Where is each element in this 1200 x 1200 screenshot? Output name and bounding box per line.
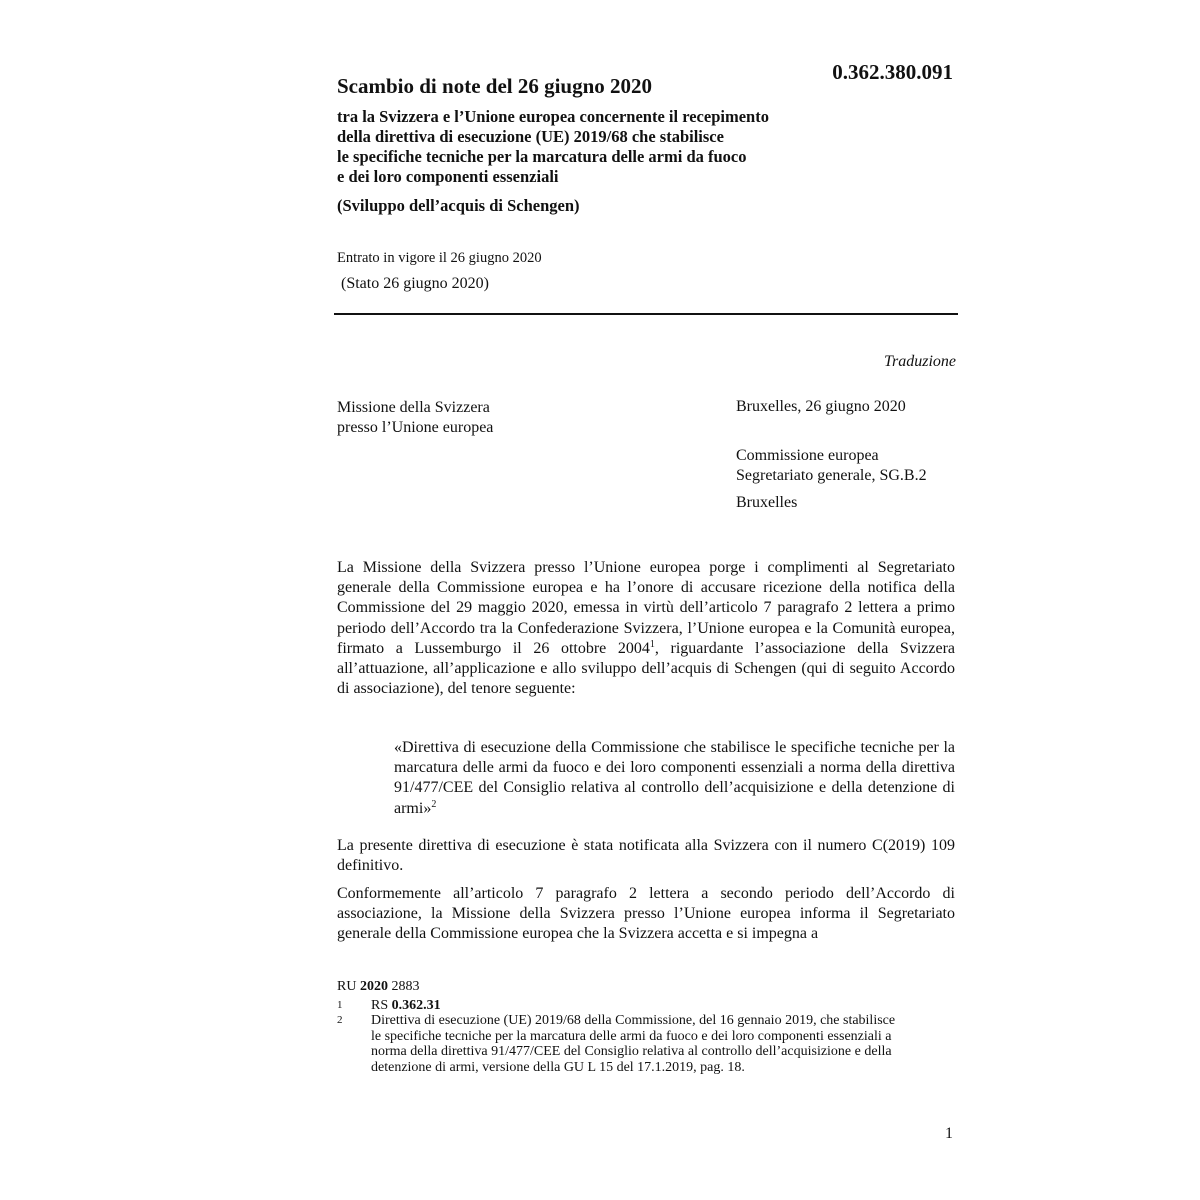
ru-page: 2883: [391, 979, 420, 994]
intro-text-part2: , riguardante l’associazione della Svizzera all’attuazione, all’applicazione e allo sviluppo dell’acquis di Schengen (qui di seguito Accordo di associazione), del tenore seguente:: [337, 639, 956, 698]
footnote-number: 2: [337, 1014, 343, 1026]
header-divider: [334, 313, 958, 315]
sender-address: [337, 398, 493, 438]
footnote-number: 1: [337, 999, 343, 1011]
document-title: Scambio di note del 26 giugno 2020: [337, 74, 653, 98]
translation-label: Traduzione: [883, 353, 956, 370]
subtitle-line: le specifiche tecniche per la marcatura delle armi da fuoco: [337, 147, 747, 166]
quoted-directive-text: «Direttiva di esecuzione della Commissione che stabilisce le specifiche tecniche per la marcatura delle armi da fuoco e dei loro componenti essenziali a norma della direttiva 91/477/CEE del Consiglio relativa al controllo dell’acquisizione e della detenzione di armi»: [394, 739, 955, 817]
recipient-address: [736, 446, 927, 486]
subtitle-line: e dei loro componenti essenziali: [337, 167, 559, 186]
status-date: (Stato 26 giugno 2020): [341, 275, 489, 292]
ru-year: 2020: [359, 979, 388, 994]
body-paragraph-intro: [337, 558, 955, 699]
footnote-ref-1[interactable]: 1: [649, 638, 655, 650]
body-paragraph-notification: La presente direttiva di esecuzione è stata notificata alla Svizzera con il numero C(2019) 109 definitivo.: [337, 837, 955, 875]
sender-line: presso l’Unione europea: [337, 419, 494, 436]
official-collection-ref: [337, 979, 419, 995]
page-number: 1: [945, 1125, 953, 1142]
subtitle-line: tra la Svizzera e l’Unione europea concernente il recepimento: [337, 107, 769, 126]
footnote-text: Direttiva di esecuzione (UE) 2019/68 della Commissione, del 16 gennaio 2019, che stabilisce le specifiche tecniche per la marcatura delle armi da fuoco e dei loro componenti essenziali a norma della direttiva 91/477/CEE del Consiglio relativa al controllo dell’acquisizione e della detenzione di armi, versione della GU L 15 del 17.1.2019, pag. 18.: [371, 1013, 896, 1075]
subtitle-line: della direttiva di esecuzione (UE) 2019/68 che stabilisce: [337, 127, 724, 146]
quoted-directive: [394, 738, 955, 819]
footnote-ref-2[interactable]: 2: [431, 798, 437, 810]
recipient-city: Bruxelles: [736, 494, 798, 511]
intro-text-part1: La Missione della Svizzera presso l’Unione europea porge i complimenti al Segretariato generale della Commissione europea e ha l’onore di accusare ricezione della notifica della Commissione del 29 maggio 2020, emessa in virtù dell’articolo 7 paragrafo 2 lettera a primo periodo dell’Accordo tra la Confederazione Svizzera, l’Unione europea e la Comunità europea, firmato a Lussemburgo il 26 ottobre 2004: [337, 559, 955, 657]
sender-line: Missione della Svizzera: [337, 399, 490, 416]
sr-number: 0.362.380.091: [832, 60, 953, 84]
subtitle-schengen-note: (Sviluppo dell’acquis di Schengen): [337, 196, 580, 215]
footnote-sr-ref[interactable]: 0.362.31: [391, 998, 441, 1013]
entry-into-force: Entrato in vigore il 26 giugno 2020: [337, 250, 542, 266]
ru-prefix: RU: [337, 979, 357, 994]
place-date: Bruxelles, 26 giugno 2020: [736, 398, 906, 415]
document-subtitle: [337, 107, 957, 216]
recipient-line: Segretariato generale, SG.B.2: [736, 467, 927, 484]
footnote-prefix: RS: [371, 998, 389, 1013]
recipient-line: Commissione europea: [736, 447, 879, 464]
footnote-1: [337, 998, 897, 1014]
footnote-2: [337, 1013, 897, 1075]
body-paragraph-acceptance: Conformemente all’articolo 7 paragrafo 2 lettera a secondo periodo dell’Accordo di associazione, la Missione della Svizzera presso l’Unione europea informa il Segretariato generale della Commissione europea che la Svizzera accetta e si impegna a: [337, 885, 955, 943]
